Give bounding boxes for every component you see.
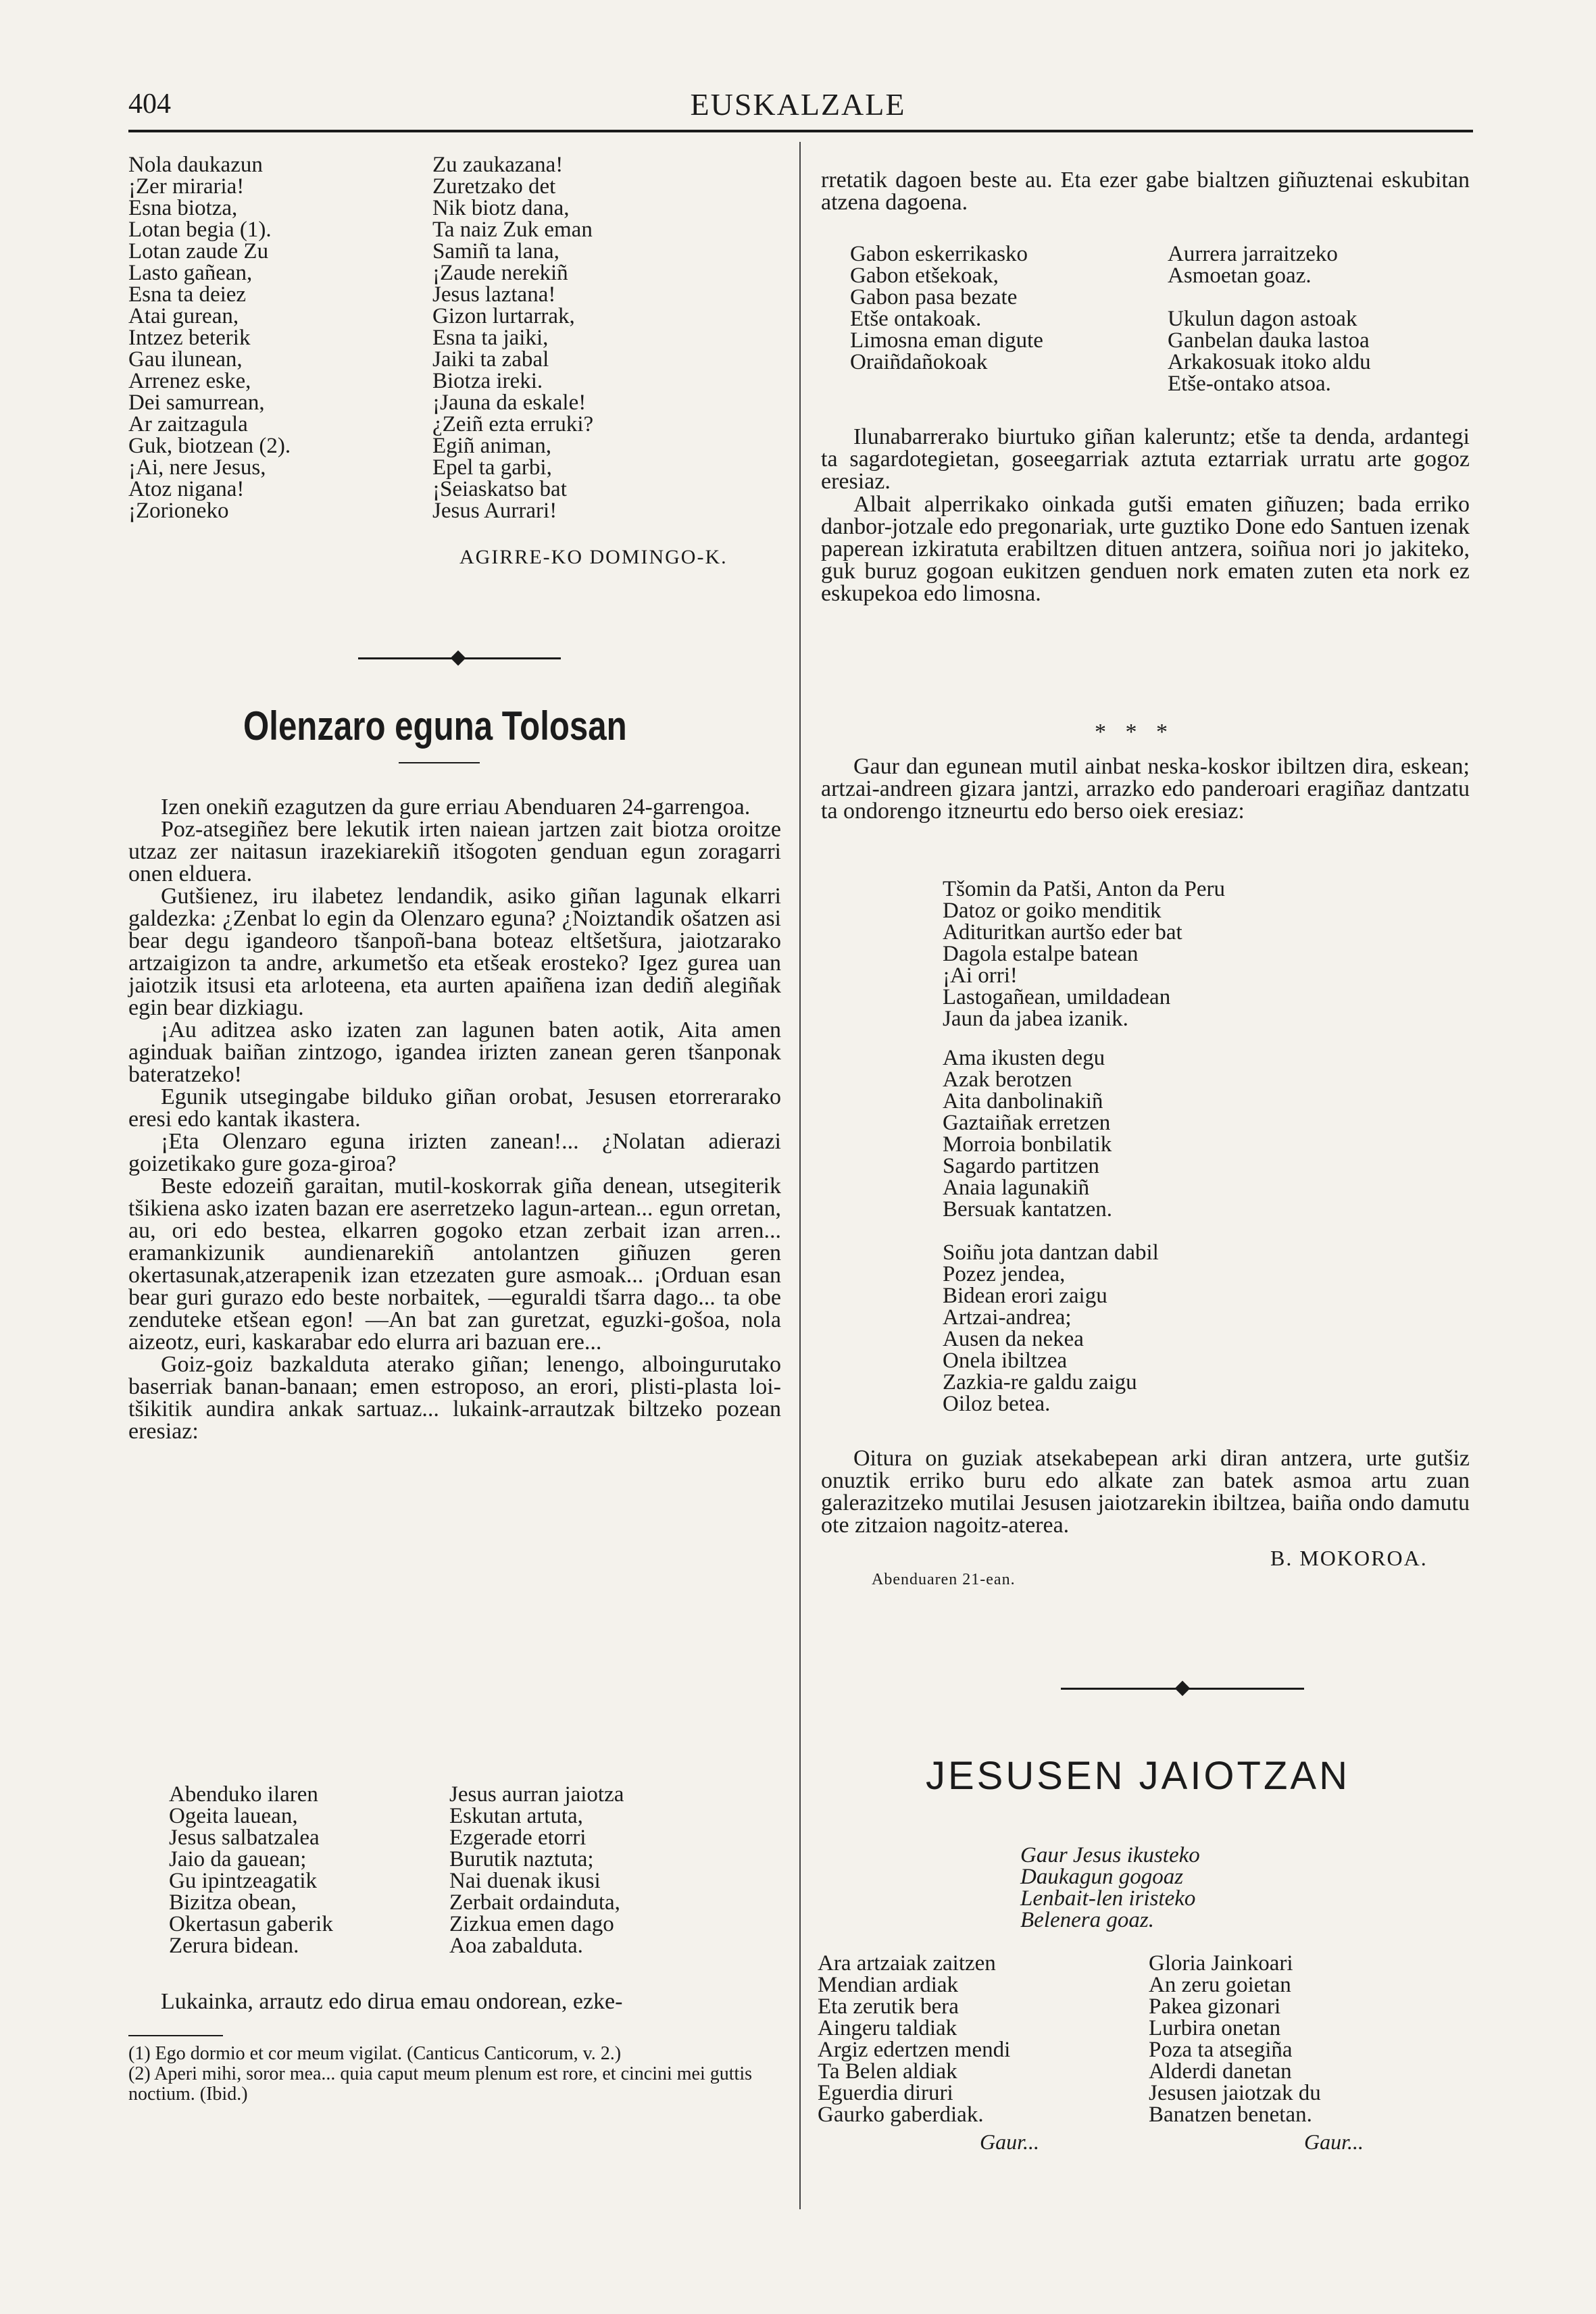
verse-line: Pozez jendea, (943, 1262, 1066, 1286)
verse-line: Mendian ardiak (818, 1973, 959, 1997)
right-date: Abenduaren 21-ean. (872, 1571, 1016, 1588)
verse-line: ¡Jauna da eskale! (432, 391, 587, 415)
footnote-2: (2) Aperi mihi, soror mea... quia caput meum plenum est rore, et cincini mei guttis noctium. (Ibid.) (128, 2063, 752, 2105)
verse-line: Pakea gizonari (1149, 1994, 1281, 2019)
article-paragraph: Beste edozeiñ garaitan, mutil-koskorrak giña denean, utsegiterik tšikiena asko izaten bazan ere aserretzeko lagun-artean... egun orretan, au, ori edo bestea, elkarren gogoko etzan zerbait izan arren... eramankizunik aundienarekiñ antolantzen giñuzen geren okertasunak,atzerapenik izan etzezaten gure asmoak... ¡Orduan esan bear guri gurazo edo beste norbaitek, —eguraldi tšarra dago... ta obe zenduteke etšean egon! —An bat zan guretzat, eguzki-gošoa, nola aizeotz, euri, kaskarabar edo elurra ari bazuan ere... (128, 1174, 781, 1355)
verse-line: Sagardo partitzen (943, 1154, 1099, 1178)
verse-line: Gizon lurtarrak, (432, 304, 575, 328)
right-para-3: Gaur dan egunean mutil ainbat neska-koskor ibiltzen dira, eskean; artzai-andreen gizara jantzi, arrazko edo panderoari eragiñaz dantzatu ta ondorengo itzneurtu edo berso oiek eresiaz: (821, 754, 1470, 824)
verse-line: Jaiki ta zabal (432, 347, 549, 372)
verse-line: Dagola estalpe batean (943, 942, 1139, 966)
verse-line: Intzez beterik (128, 326, 251, 350)
verse-line: Gaztaiñak erretzen (943, 1111, 1111, 1135)
verse-line: Bidean erori zaigu (943, 1284, 1107, 1308)
verse-line: Argiz edertzen mendi (818, 2038, 1011, 2062)
verse-line: Zuretzako det (432, 174, 556, 199)
verse-line: Ganbelan dauka lastoa (1168, 328, 1370, 353)
verse-line: Lastogañean, umildadean (943, 985, 1171, 1009)
article-paragraph: Izen onekiñ ezagutzen da gure erriau Abenduaren 24-garrengoa. (161, 795, 751, 820)
verse-line: Nola daukazun (128, 153, 263, 177)
verse-line: ¡Ai, nere Jesus, (128, 455, 266, 480)
verse-line: Poza ta atsegiña (1149, 2038, 1293, 2062)
verse-line: Bizitza obean, (169, 1890, 297, 1915)
verse-line: Gaur Jesus ikusteko (1020, 1843, 1200, 1867)
left-poem-col2 (432, 154, 593, 522)
verse-line: Ta Belen aldiak (818, 2059, 957, 2084)
verse-line: Gloria Jainkoari (1149, 1951, 1293, 1976)
verse-line: Bersuak kantatzen. (943, 1197, 1113, 1222)
verse-line: Zu zaukazana! (432, 153, 564, 177)
right-poem1-right (1168, 243, 1371, 395)
verse-line: Atai gurean, (128, 304, 239, 328)
verse-line: Jesus aurran jaiotza (449, 1782, 624, 1807)
verse-line: Lasto gañean, (128, 261, 253, 285)
verse-line: Ta naiz Zuk eman (432, 218, 593, 242)
verse-line: Zazkia-re galdu zaigu (943, 1370, 1137, 1394)
verse-line: Lurbira onetan (1149, 2016, 1281, 2040)
verse-line: ¡Zorioneko (128, 499, 229, 523)
verse-line: Lotan begia (1). (128, 218, 272, 242)
verse-line: Etše-ontako atsoa. (1168, 372, 1331, 396)
header-rule (128, 130, 1473, 132)
verse-line: Etše ontakoak. (850, 307, 982, 331)
verse-line: Biotza ireki. (432, 369, 543, 393)
verse-line: Okertasun gaberik (169, 1912, 333, 1936)
article-paragraph: Gutšienez, iru ilabetez lendandik, asiko giñan lagunak elkarri galdezka: ¿Zenbat lo egin da Olenzaro eguna? ¿Noiztandik ošatzen asi bear degu igandeoro tšanpoñ-bana boteaz eltšetšura, jaiotzarako artzaigizon ta andre, arkumetšo eta etšeak erosteko? Igez gurea uan jaiotzik itsusi eta arloteena, eta aurten apaiñena izan dediñ alegiñak egin bear dizkiagu. (128, 884, 781, 1020)
page-number: 404 (128, 89, 171, 120)
ornament-diamond-2 (1175, 1681, 1191, 1696)
verse-line: Zerbait ordainduta, (449, 1890, 620, 1915)
verse-line: Jesus laztana! (432, 282, 556, 307)
verse-line: ¡Ai orri! (943, 963, 1018, 988)
verse-line: Samiñ ta lana, (432, 239, 559, 263)
verse-line: Belenera goaz. (1020, 1908, 1154, 1932)
verse-line: Artzai-andrea; (943, 1305, 1072, 1330)
column-rule (799, 142, 801, 2209)
article-poem-left (169, 1784, 333, 1957)
verse-line: Oraiñdañokoak (850, 350, 988, 374)
right-poem1-left (850, 243, 1043, 373)
footnotes (128, 2044, 781, 2105)
article2-poem-right (1149, 1953, 1321, 2126)
verse-line: Adituritkan aurtšo eder bat (943, 920, 1182, 945)
right-para-4: Oitura on guziak atsekabepean arki diran antzera, urte gutšiz onuztik erriko buru edo alkate zan batek asmoa artu zuan galerazitzeko mutilai Jesusen jaiotzarekin ibiltzea, baiña ondo damutu ote zitzaion nagoitz-aterea. (821, 1446, 1470, 1538)
verse-line: Esna ta deiez (128, 282, 247, 307)
verse-line: Ezgerade etorri (449, 1826, 587, 1850)
verse-line: Atoz nigana! (128, 477, 245, 501)
verse-line: Jaio da gauean; (169, 1847, 307, 1871)
verse-line: Ar zaitzagula (128, 412, 248, 436)
verse-line: Gabon eskerrikasko (850, 242, 1028, 266)
article-paragraph: ¡Au aditzea asko izaten zan lagunen baten aotik, Aita amen aginduak baiñan zintzogo, igandea irizten zanean geren tšanponak bateratzeko! (128, 1017, 781, 1087)
verse-line: An zeru goietan (1149, 1973, 1291, 1997)
verse-line: Jesusen jaiotzak du (1149, 2081, 1321, 2105)
journal-title: EUSKALZALE (690, 87, 906, 122)
verse-line: Nik biotz dana, (432, 196, 570, 220)
verse-line: Aurrera jarraitzeko (1168, 242, 1338, 266)
verse-line: Banatzen benetan. (1149, 2103, 1312, 2127)
verse-line: Gu ipintzeagatik (169, 1869, 318, 1893)
verse-line: Jaun da jabea izanik. (943, 1007, 1128, 1031)
verse-line: Esna biotza, (128, 196, 238, 220)
verse-line: Eta zerutik bera (818, 1994, 959, 2019)
verse-line: Burutik naztuta; (449, 1847, 594, 1871)
verse-line: Datoz or goiko menditik (943, 899, 1162, 923)
article-body (128, 796, 781, 1442)
verse-line: Ogeita lauean, (169, 1804, 298, 1828)
title-underline (399, 762, 480, 763)
verse-line: Onela ibiltzea (943, 1349, 1068, 1373)
verse-line: Daukagun gogoaz (1020, 1865, 1184, 1889)
verse-line: Esna ta jaiki, (432, 326, 549, 350)
verse-line: ¡Seiaskatso bat (432, 477, 567, 501)
article-title: Olenzaro eguna Tolosan (243, 703, 627, 749)
article-poem-right (449, 1784, 624, 1957)
verse-line: Aingeru taldiak (818, 2016, 957, 2040)
verse-line: Epel ta garbi, (432, 455, 552, 480)
article-paragraph: ¡Eta Olenzaro eguna irizten zanean!... ¿Nolatan adierazi goizetikako gure goza-giroa? (128, 1129, 781, 1176)
verse-line: Morroia bonbilatik (943, 1132, 1112, 1157)
article-paragraph: Poz-atsegiñez bere lekutik irten naiean jartzen zait biotza oroitze utzaz zer naitasun irazekiarekiñ itšogoten genduan egun zoragarri onen elduera. (128, 817, 781, 886)
article2-end-right: Gaur... (1304, 2130, 1364, 2154)
verse-line: Alderdi danetan (1149, 2059, 1292, 2084)
verse-line: Lotan zaude Zu (128, 239, 269, 263)
verse-line: Abenduko ilaren (169, 1782, 318, 1807)
verse-line: ¡Zer miraria! (128, 174, 245, 199)
right-para-2: Albait alperrikako oinkada gutši ematen giñuzen; bada erriko danbor-jotzale edo pregonariak, urte guztiko Done edo Santuen izenak paperean izkiratuta erabiltzen dituen antzera, soiñua nori jo jakiteko, guk buruz gogoan eukitzen genduen nork ematen zuten eta nork ez eskupekoa edo limosna. (821, 492, 1470, 606)
verse-line: Arkakosuak itoko aldu (1168, 350, 1371, 374)
ornament-diamond (451, 651, 466, 666)
verse-line: ¡Zaude nerekiñ (432, 261, 568, 285)
left-poem-col1 (128, 154, 291, 522)
verse-line: Ukulun dagon astoak (1168, 307, 1357, 331)
poem-signature: AGIRRE-KO DOMINGO-K. (459, 546, 728, 568)
right-poem2-a (943, 878, 1225, 1030)
right-poem2-c (943, 1242, 1159, 1415)
verse-line: Azak berotzen (943, 1067, 1072, 1092)
footnote-rule (128, 2035, 223, 2036)
verse-line: Gaurko gaberdiak. (818, 2103, 984, 2127)
verse-line: Ausen da nekea (943, 1327, 1084, 1351)
verse-line: Ara artzaiak zaitzen (818, 1951, 996, 1976)
verse-line: Eskutan artuta, (449, 1804, 583, 1828)
verse-line: Zerura bidean. (169, 1934, 299, 1958)
verse-line: Jesus salbatzalea (169, 1826, 320, 1850)
article-closing: Lukainka, arrautz edo dirua emau ondorean, ezke- (161, 1989, 623, 2014)
verse-line: Arrenez eske, (128, 369, 251, 393)
verse-line: Oiloz betea. (943, 1392, 1051, 1416)
verse-line: Egiñ animan, (432, 434, 551, 458)
verse-line: Limosna eman digute (850, 328, 1043, 353)
verse-line: Gabon etšekoak, (850, 263, 999, 288)
right-poem2-b (943, 1047, 1112, 1220)
verse-line: Eguerdia diruri (818, 2081, 953, 2105)
article2-title: JESUSEN JAIOTZAN (926, 1754, 1350, 1798)
verse-line: Gabon pasa bezate (850, 285, 1018, 309)
verse-line: Anaia lagunakiñ (943, 1176, 1090, 1200)
article2-poem-left (818, 1953, 1010, 2126)
right-signature: B. MOKOROA. (1270, 1546, 1428, 1570)
verse-line: Lenbait-len iristeko (1020, 1886, 1196, 1911)
verse-line: Jesus Aurrari! (432, 499, 557, 523)
section-stars: * * * (1095, 720, 1174, 745)
verse-line: Soiñu jota dantzan dabil (943, 1240, 1159, 1265)
verse-line: ¿Zeiñ ezta erruki? (432, 412, 594, 436)
epigraph (1020, 1844, 1200, 1931)
right-para-1: Ilunabarrerako biurtuko giñan kaleruntz; etše ta denda, ardantegi ta sagardotegietan, goseegarriak aztuta eztarriak urratu arte gogoz eresiaz. (821, 424, 1470, 494)
verse-line: Aita danbolinakiñ (943, 1089, 1103, 1113)
article-paragraph: Goiz-goiz bazkalduta aterako giñan; lenengo, alboingurutako baserriak banan-banaan; emen estroposo, an erori, plisti-plasta loi-tšikitik aundira ankak sartuaz... lukaink-arrautzak biltzeko pozean eresiaz: (128, 1352, 781, 1444)
verse-line: Nai duenak ikusi (449, 1869, 601, 1893)
verse-line: Gau ilunean, (128, 347, 243, 372)
article-paragraph: Egunik utsegingabe bilduko giñan orobat, Jesusen etorrerarako eresi edo kantak ikastera. (128, 1084, 781, 1132)
verse-line: Ama ikusten degu (943, 1046, 1105, 1070)
verse-line: Dei samurrean, (128, 391, 265, 415)
verse-line: Aoa zabalduta. (449, 1934, 583, 1958)
verse-line: Zizkua emen dago (449, 1912, 614, 1936)
verse-line (1168, 286, 1371, 308)
article2-end-left: Gaur... (980, 2130, 1040, 2154)
verse-line: Asmoetan goaz. (1168, 263, 1312, 288)
right-intro: rretatik dagoen beste au. Eta ezer gabe bialtzen giñuztenai eskubitan atzena dagoena. (821, 168, 1470, 215)
footnote-1: (1) Ego dormio et cor meum vigilat. (Canticus Canticorum, v. 2.) (128, 2043, 622, 2064)
verse-line: Tšomin da Patši, Anton da Peru (943, 877, 1225, 901)
verse-line: Guk, biotzean (2). (128, 434, 291, 458)
